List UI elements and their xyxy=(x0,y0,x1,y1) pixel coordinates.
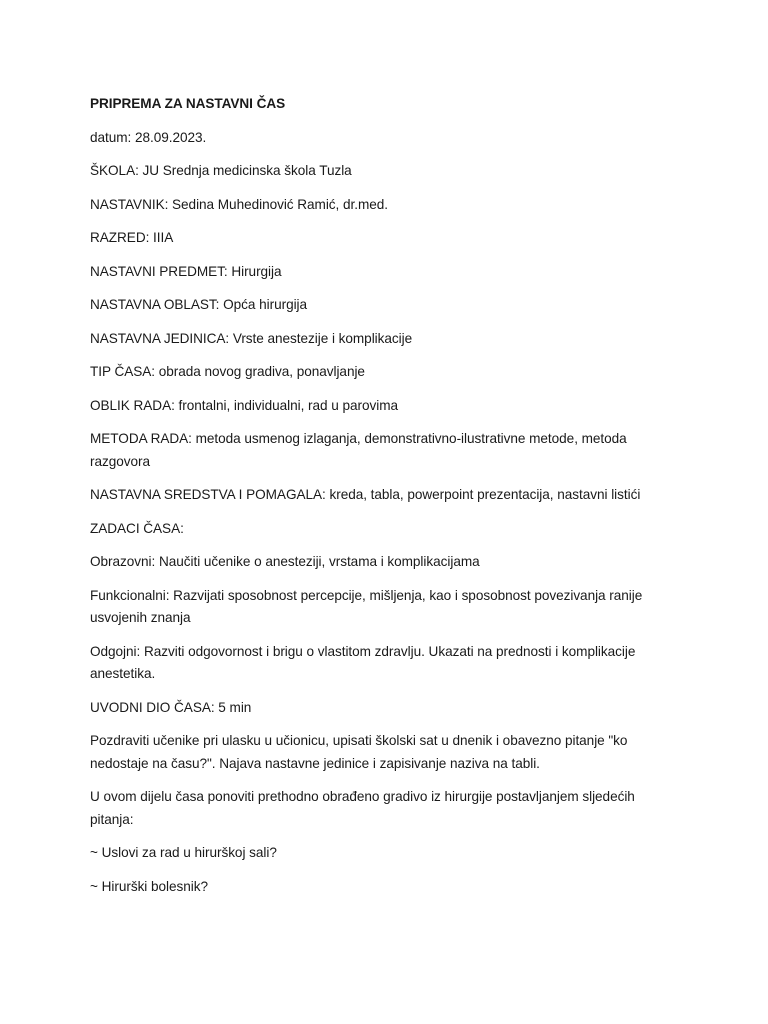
review-question-item: ~ Hirurški bolesnik? xyxy=(90,878,208,894)
work-method-paragraph: METODA RADA: metoda usmenog izlaganja, demonstrativno-ilustrativne metode, metoda razgovora xyxy=(90,431,627,469)
educational-task-line: Obrazovni: Naučiti učenike o anesteziji, vrstama i komplikacijama xyxy=(90,554,480,569)
date-line: datum: 28.09.2023. xyxy=(90,129,207,145)
work-form-line: OBLIK RADA: frontalni, individualni, rad u parovima xyxy=(90,397,398,413)
intro-section-heading: UVODNI DIO ČASA: 5 min xyxy=(90,699,252,715)
teaching-aids-line: NASTAVNA SREDSTVA I POMAGALA: kreda, tabla, powerpoint prezentacija, nastavni listići xyxy=(90,487,641,502)
intro-instructions-paragraph: Pozdraviti učenike pri ulasku u učionicu, upisati školski sat u dnenik i obavezno pitanje "ko nedostaje na času?". Najava nastavne jedinice i zapisivanje naziva na tabli. xyxy=(90,733,628,771)
unit-line: NASTAVNA JEDINICA: Vrste anestezije i komplikacije xyxy=(90,330,413,346)
subject-line: NASTAVNI PREDMET: Hirurgija xyxy=(90,263,282,279)
functional-task-paragraph: Funkcionalni: Razvijati sposobnost percepcije, mišljenja, kao i sposobnost povezivanja ranije usvojenih znanja xyxy=(90,587,643,625)
lesson-tasks-heading: ZADACI ČASA: xyxy=(90,520,184,536)
review-question-item: ~ Uslovi za rad u hirurškoj sali? xyxy=(90,845,277,860)
document-title: PRIPREMA ZA NASTAVNI ČAS xyxy=(90,96,286,111)
review-instructions-paragraph: U ovom dijelu časa ponoviti prethodno obrađeno gradivo iz hirurgije postavljanjem sljedećih pitanja: xyxy=(90,789,635,827)
document-body xyxy=(90,93,660,909)
teacher-line: NASTAVNIK: Sedina Muhedinović Ramić, dr.med. xyxy=(90,196,388,212)
class-line: RAZRED: IIIA xyxy=(90,230,174,245)
school-line: ŠKOLA: JU Srednja medicinska škola Tuzla xyxy=(90,163,352,178)
upbringing-task-paragraph: Odgojni: Razviti odgovornost i brigu o vlastitom zdravlju. Ukazati na prednosti i komplikacije anestetika. xyxy=(90,643,636,681)
lesson-type-line: TIP ČASA: obrada novog gradiva, ponavljanje xyxy=(90,364,365,379)
area-line: NASTAVNA OBLAST: Opća hirurgija xyxy=(90,297,308,312)
